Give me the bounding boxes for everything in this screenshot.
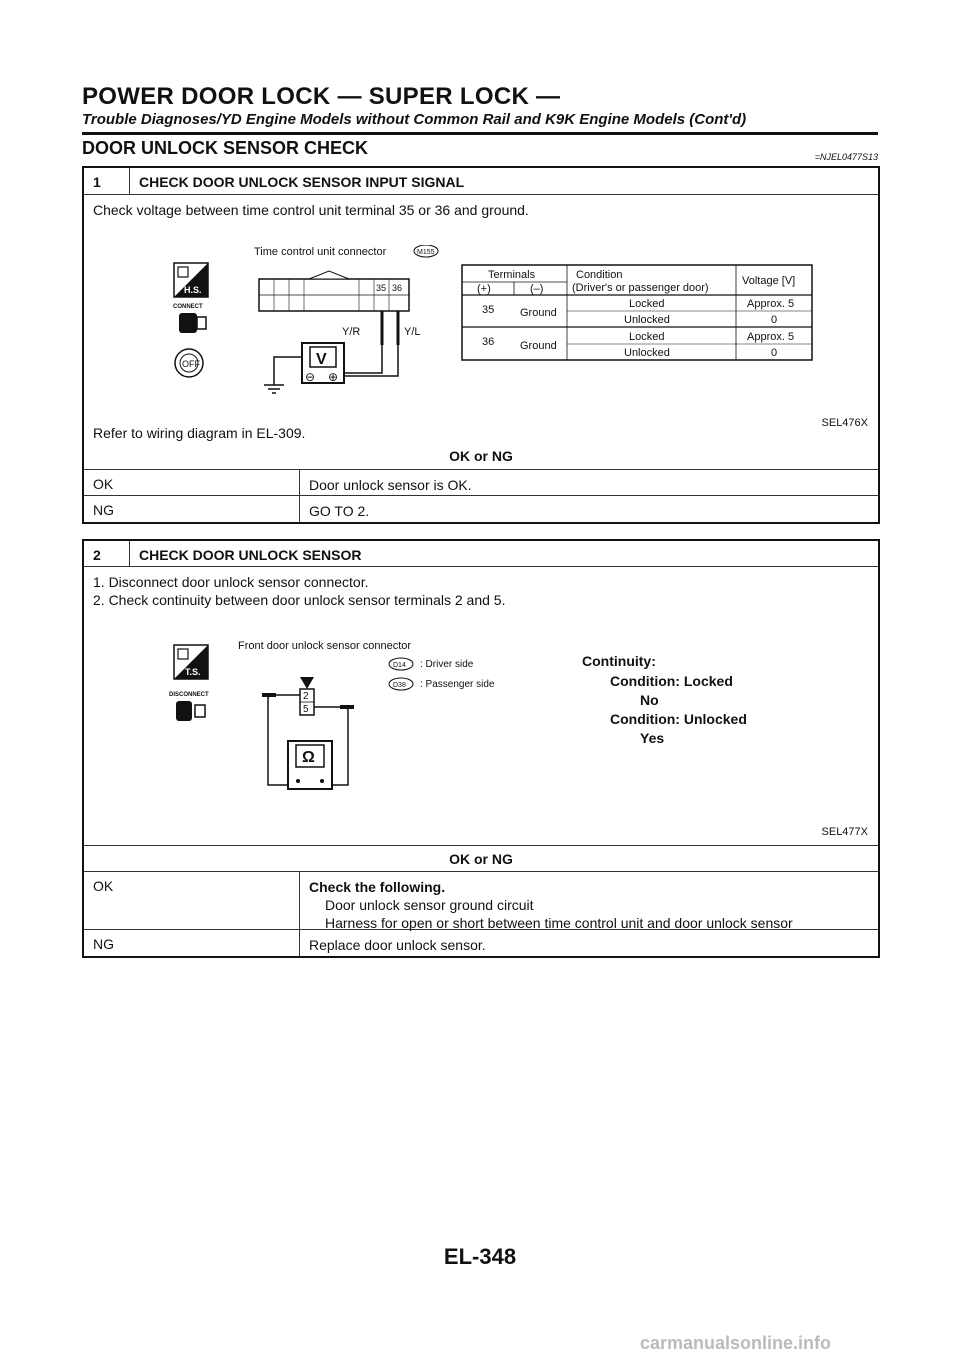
ohmmeter-symbol: Ω (302, 749, 315, 766)
section-ref-code: =NJEL0477S13 (814, 152, 878, 162)
section-title: DOOR UNLOCK SENSOR CHECK (82, 138, 369, 158)
step-1-figure-code: SEL476X (821, 417, 868, 429)
connector-id-m155: M155 (417, 249, 435, 256)
step-2-line-2: 2. Check continuity between door unlock sensor terminals 2 and 5. (93, 592, 506, 608)
door-sensor-connector (300, 677, 314, 715)
pin-5-label: 5 (303, 704, 309, 715)
th-condition: Condition (576, 269, 623, 281)
step-1-body (84, 195, 878, 470)
header-rule (82, 132, 878, 135)
r2-terminal: 36 (482, 336, 495, 348)
r1-terminal: 35 (482, 304, 495, 316)
continuity-spec (582, 653, 747, 746)
voltmeter-plus: ⊕ (328, 370, 339, 384)
step-2-line-1: 1. Disconnect door unlock sensor connector. (93, 574, 369, 590)
ohmmeter-icon (288, 741, 332, 789)
time-control-connector (259, 271, 409, 311)
voltmeter-icon (302, 343, 344, 384)
connector-id-d38: D38 (393, 682, 406, 689)
connect-icon-label: CONNECT (173, 304, 203, 310)
step-2-ok-or-ng: OK or NG (449, 851, 513, 867)
voltage-table (462, 265, 812, 360)
r1-ground: Ground (520, 307, 557, 319)
step-1-title-row (84, 168, 878, 195)
voltmeter-symbol: V (316, 351, 327, 368)
driver-side-label: : Driver side (420, 659, 474, 670)
step-2-figure (164, 635, 804, 815)
continuity-yes: Yes (640, 730, 665, 746)
step-2-number: 2 (84, 541, 130, 566)
r1-cond-locked: Locked (629, 298, 665, 310)
step-1-instruction: Check voltage between time control unit terminal 35 or 36 and ground. (93, 202, 529, 218)
continuity-title: Continuity: (582, 653, 656, 669)
step-2-title: CHECK DOOR UNLOCK SENSOR (139, 547, 362, 563)
result-key: OK (84, 872, 300, 929)
pin-2-label: 2 (303, 691, 309, 702)
continuity-no: No (640, 692, 659, 708)
result-value: GO TO 2. (309, 503, 370, 519)
result-value: Replace door unlock sensor. (309, 937, 486, 953)
step-1-ok-or-ng: OK or NG (449, 448, 513, 464)
r1-volt-unlocked: 0 (771, 314, 778, 326)
th-plus: (+) (477, 283, 491, 295)
ts-icon-label: T.S. (185, 667, 201, 677)
pin-36-label: 36 (392, 283, 403, 293)
step-1-title: CHECK DOOR UNLOCK SENSOR INPUT SIGNAL (139, 174, 465, 190)
th-condition-detail: (Driver's or passenger door) (572, 282, 709, 294)
page-subtitle: Trouble Diagnoses/YD Engine Models without Common Rail and K9K Engine Models (Cont'd) (82, 111, 747, 128)
result-key: OK (84, 470, 300, 495)
off-icon-label: OFF (182, 359, 200, 369)
connector-id-d14: D14 (393, 662, 406, 669)
result-value: Door unlock sensor is OK. (309, 477, 472, 493)
step-2-title-row (84, 541, 878, 567)
r1-cond-unlocked: Unlocked (624, 314, 670, 326)
page-header (82, 84, 878, 130)
page-number: EL-348 (443, 1244, 517, 1269)
result-key: NG (84, 930, 300, 956)
passenger-side-label: : Passenger side (420, 679, 495, 690)
r1-volt-locked: Approx. 5 (747, 298, 795, 310)
watermark: carmanualsonline.info (640, 1333, 832, 1353)
step-1-result-ng (84, 496, 878, 522)
step-1-box (82, 166, 880, 524)
r2-cond-locked: Locked (629, 331, 665, 343)
pin-35-label: 35 (376, 283, 387, 293)
ground-symbol (264, 385, 284, 393)
hs-icon (174, 263, 208, 297)
ts-icon (174, 645, 208, 679)
front-door-connector-label: Front door unlock sensor connector (238, 640, 412, 652)
th-minus: (–) (530, 283, 544, 295)
connect-icon (173, 304, 206, 333)
step-1-result-ok (84, 470, 878, 496)
condition-locked: Condition: Locked (610, 673, 733, 689)
r2-volt-locked: Approx. 5 (747, 331, 795, 343)
step-2-body (84, 567, 878, 846)
ok-check-item: Harness for open or short between time control unit and door unlock sensor (325, 915, 793, 931)
step-2-result-ok (84, 872, 878, 930)
r2-volt-unlocked: 0 (771, 347, 778, 359)
ignition-off-icon (175, 349, 203, 377)
step-1-refer: Refer to wiring diagram in EL-309. (93, 425, 306, 441)
time-control-connector-label: Time control unit connector (254, 246, 387, 258)
r2-ground: Ground (520, 340, 557, 352)
wire-yr-label: Y/R (342, 326, 361, 338)
step-2-figure-code: SEL477X (821, 826, 868, 838)
step-1-figure (164, 245, 824, 405)
step-2-box (82, 539, 880, 958)
step-1-number: 1 (84, 168, 130, 194)
disconnect-icon-label: DISCONNECT (169, 692, 209, 698)
step-2-okng-row (84, 846, 878, 872)
hs-icon-label: H.S. (184, 285, 202, 295)
result-key: NG (84, 496, 300, 522)
condition-unlocked: Condition: Unlocked (610, 711, 747, 727)
th-terminals: Terminals (488, 269, 536, 281)
page-title: POWER DOOR LOCK — SUPER LOCK — (82, 83, 561, 110)
disconnect-icon (169, 692, 209, 721)
ok-check-item: Door unlock sensor ground circuit (325, 897, 534, 913)
section-heading (82, 138, 878, 162)
wire-yl-label: Y/L (404, 326, 421, 338)
r2-cond-unlocked: Unlocked (624, 347, 670, 359)
voltmeter-minus: ⊖ (305, 370, 316, 384)
th-voltage: Voltage [V] (742, 275, 796, 287)
step-2-result-ng (84, 930, 878, 956)
ok-check-title: Check the following. (309, 879, 446, 895)
